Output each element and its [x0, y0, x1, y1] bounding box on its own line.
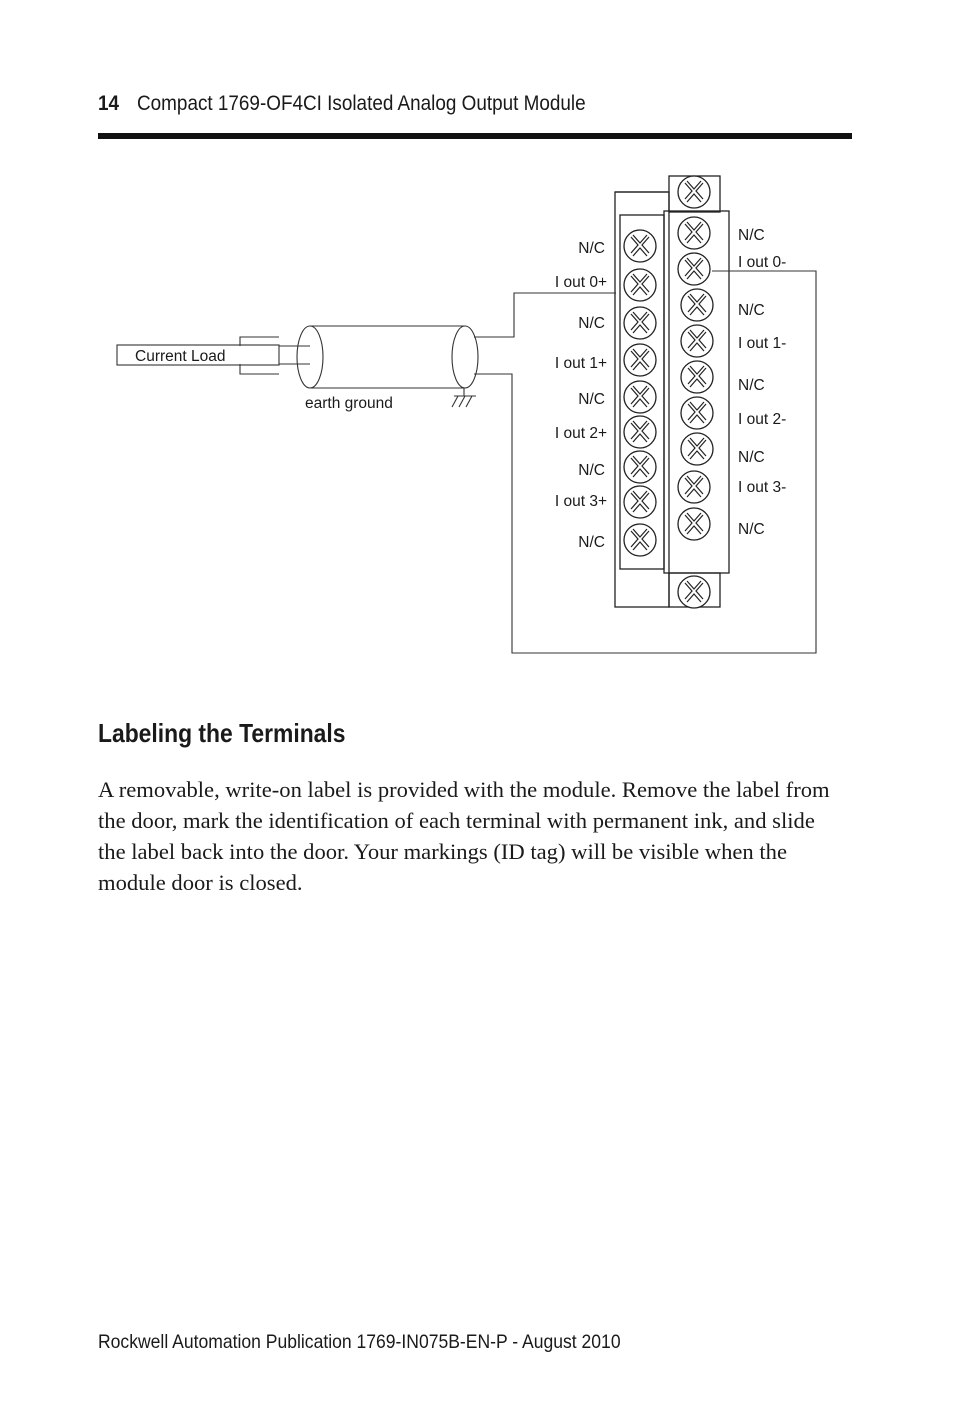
page-footer: Rockwell Automation Publication 1769-IN075B-EN-P - August 2010 — [98, 1331, 621, 1353]
left-terminal-labels — [555, 240, 607, 551]
terminal-label: N/C — [738, 449, 765, 466]
terminal-label: N/C — [738, 377, 765, 394]
wiring-diagram — [0, 0, 954, 700]
shielded-cable — [297, 326, 478, 388]
earth-ground-label: earth ground — [305, 395, 393, 412]
terminal-label: I out 0- — [738, 254, 787, 271]
section-title: Labeling the Terminals — [98, 718, 346, 748]
terminal-label: I out 2+ — [554, 425, 607, 442]
terminal-label: N/C — [738, 227, 765, 244]
terminal-label: I out 3+ — [554, 493, 607, 510]
section-body: A removable, write-on label is provided with the module. Remove the label from the door, mark the identification of each terminal with permanent ink, and slide the label back into the door. Your markings (ID tag) will be visible when the module door is closed. — [98, 777, 830, 895]
terminal-label: N/C — [738, 302, 765, 319]
terminal-label: N/C — [578, 534, 605, 551]
right-terminal-labels — [738, 227, 786, 538]
terminal-label: N/C — [578, 462, 605, 479]
terminal-label: I out 3- — [738, 479, 787, 496]
terminal-label: N/C — [738, 521, 765, 538]
terminal-label: I out 1+ — [554, 355, 607, 372]
terminal-label: N/C — [578, 391, 605, 408]
terminal-label: I out 1- — [738, 335, 787, 352]
terminal-label: I out 0+ — [554, 274, 607, 291]
current-load-label: Current Load — [135, 348, 226, 365]
terminal-label: N/C — [578, 315, 605, 332]
terminal-label: N/C — [578, 240, 605, 257]
earth-ground-icon — [452, 388, 476, 407]
document-title: Compact 1769-OF4CI Isolated Analog Output Module — [137, 92, 586, 115]
terminal-label: I out 2- — [738, 411, 787, 428]
page-number: 14 — [98, 92, 120, 115]
